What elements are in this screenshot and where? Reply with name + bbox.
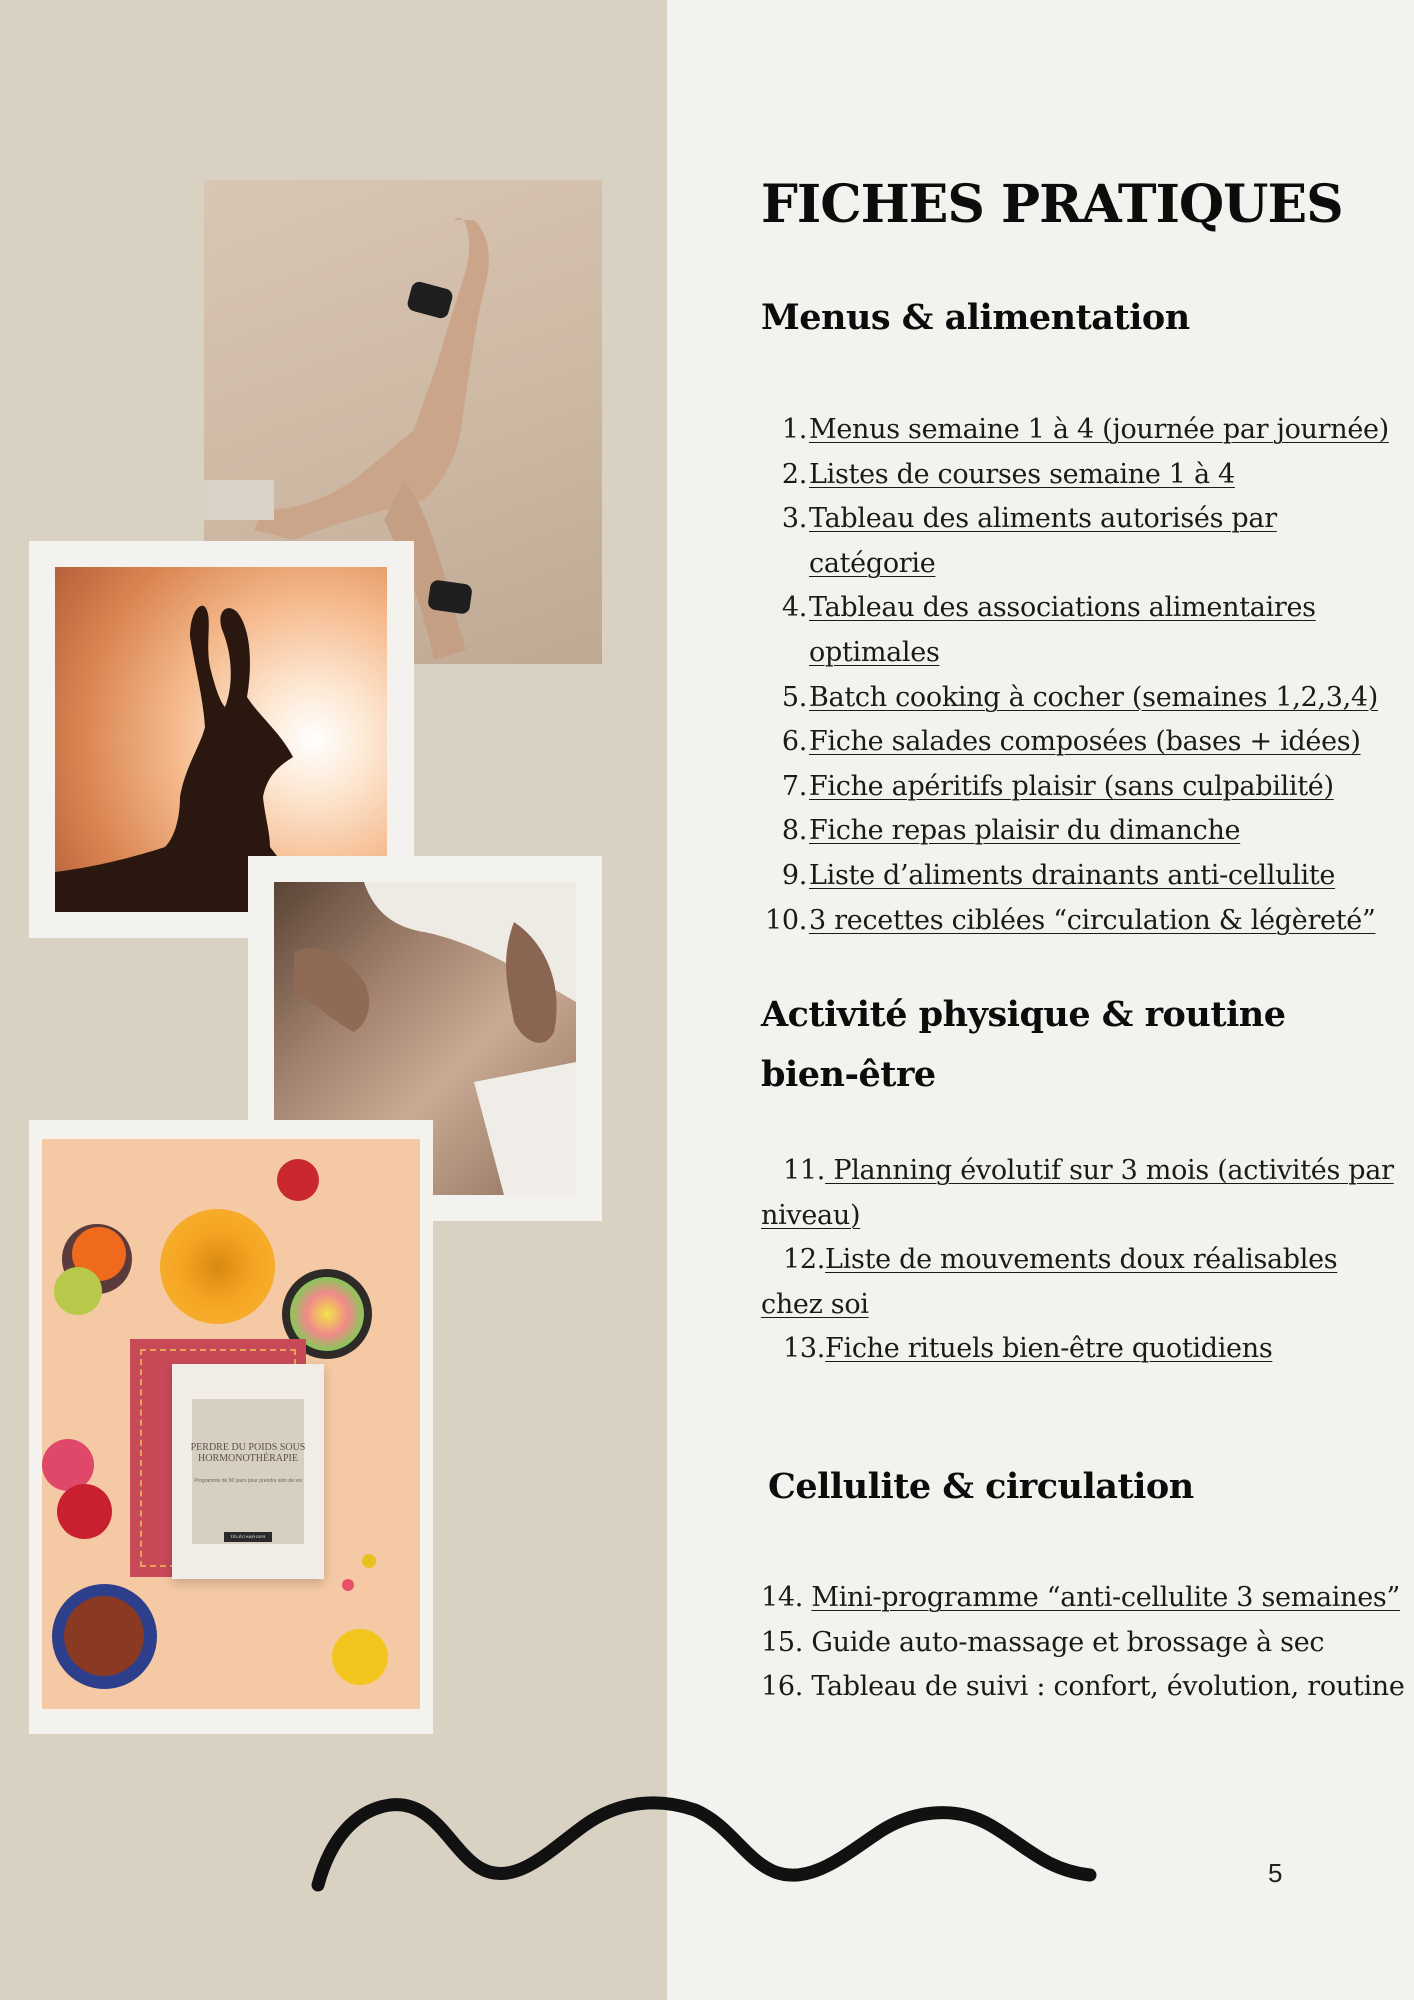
booklet-cover: [172, 1364, 324, 1579]
flatlay-photo-frame: [29, 1120, 433, 1734]
small-candy: [362, 1554, 376, 1568]
list-item[interactable]: [761, 899, 1411, 944]
item-number: 6.: [781, 726, 807, 758]
list-item[interactable]: [761, 765, 1411, 810]
red-mushroom: [277, 1159, 319, 1201]
booklet-subtitle: Programme de 90 jours pour prendre soin de soi: [194, 1478, 302, 1484]
item-link[interactable]: Planning évolutif sur 3 mois (activités par niveau): [761, 1155, 1394, 1231]
list-item[interactable]: [761, 809, 1411, 854]
item-number: 15.: [761, 1626, 804, 1658]
item-link[interactable]: Fiche apéritifs plaisir (sans culpabilité): [809, 770, 1334, 802]
list-item[interactable]: [761, 720, 1411, 765]
item-number: 3.: [781, 503, 807, 535]
section-heading-activite: Activité physique & routine bien-être: [761, 994, 1286, 1095]
nuts: [64, 1596, 144, 1676]
list-item[interactable]: [761, 1327, 1401, 1372]
list-item[interactable]: [761, 497, 1411, 586]
item-link[interactable]: Fiche rituels bien-être quotidiens: [825, 1333, 1273, 1365]
item-link[interactable]: Menus semaine 1 à 4 (journée par journée): [809, 414, 1389, 445]
red-flower: [57, 1484, 112, 1539]
section-heading-cellulite: Cellulite & circulation: [768, 1466, 1194, 1507]
item-link[interactable]: Mini-programme “anti-cellulite 3 semaines”: [811, 1582, 1400, 1613]
list-item[interactable]: [761, 1149, 1401, 1238]
item-number: 7.: [781, 770, 807, 802]
brush-squiggle-decoration: [300, 1780, 1110, 1900]
item-number: 8.: [781, 815, 807, 847]
item-link[interactable]: Liste d’aliments drainants anti-cellulite: [809, 859, 1336, 891]
list-item: [761, 1665, 1411, 1710]
item-text: Guide auto-massage et brossage à sec: [811, 1626, 1325, 1658]
list-item[interactable]: [761, 586, 1411, 675]
item-number: 13.: [783, 1333, 826, 1365]
list-item[interactable]: [761, 1576, 1411, 1621]
booklet-button: TÉLÉCHARGER: [224, 1532, 272, 1542]
item-number: 16.: [761, 1671, 804, 1703]
orange-flower: [160, 1209, 275, 1324]
page-title: FICHES PRATIQUES: [761, 174, 1343, 235]
section-heading-menus: Menus & alimentation: [761, 297, 1190, 338]
item-link[interactable]: Fiche repas plaisir du dimanche: [809, 815, 1241, 847]
item-link[interactable]: Listes de courses semaine 1 à 4: [809, 458, 1235, 490]
item-number: 12.: [783, 1244, 826, 1276]
list-item[interactable]: [761, 1238, 1401, 1327]
item-number: 4.: [781, 592, 807, 624]
yellow-flower: [332, 1629, 388, 1685]
item-link[interactable]: Tableau des aliments autorisés par catégorie: [809, 503, 1277, 579]
item-number: 14.: [761, 1582, 804, 1613]
menus-list: [761, 408, 1411, 943]
flatlay-photo: [42, 1139, 420, 1709]
small-candy: [342, 1579, 354, 1591]
booklet-title: PERDRE DU POIDS SOUS HORMONOTHÉRAPIE: [190, 1442, 306, 1464]
item-text: Tableau de suivi : confort, évolution, routine: [811, 1671, 1405, 1703]
item-link[interactable]: 3 recettes ciblées “circulation & légèreté”: [809, 904, 1376, 936]
list-item[interactable]: [761, 408, 1411, 453]
list-item[interactable]: [761, 854, 1411, 899]
item-number: 9.: [781, 859, 807, 891]
item-number: 10.: [764, 904, 807, 936]
item-number: 1.: [781, 414, 807, 445]
item-link[interactable]: Tableau des associations alimentaires optimales: [809, 592, 1316, 668]
list-item: [761, 1621, 1411, 1666]
item-link[interactable]: Fiche salades composées (bases + idées): [809, 726, 1361, 758]
item-number: 11.: [783, 1155, 826, 1186]
booklet-image: [192, 1399, 304, 1544]
activite-list: [761, 1149, 1401, 1372]
list-item[interactable]: [761, 676, 1411, 721]
page-number: 5: [1268, 1858, 1283, 1888]
item-link[interactable]: Batch cooking à cocher (semaines 1,2,3,4): [809, 681, 1379, 713]
list-item[interactable]: [761, 453, 1411, 498]
item-number: 2.: [781, 458, 807, 490]
item-number: 5.: [781, 681, 807, 713]
cellulite-list: [761, 1576, 1411, 1710]
lime-slice: [54, 1267, 102, 1315]
item-link[interactable]: Liste de mouvements doux réalisables chez soi: [761, 1244, 1338, 1320]
